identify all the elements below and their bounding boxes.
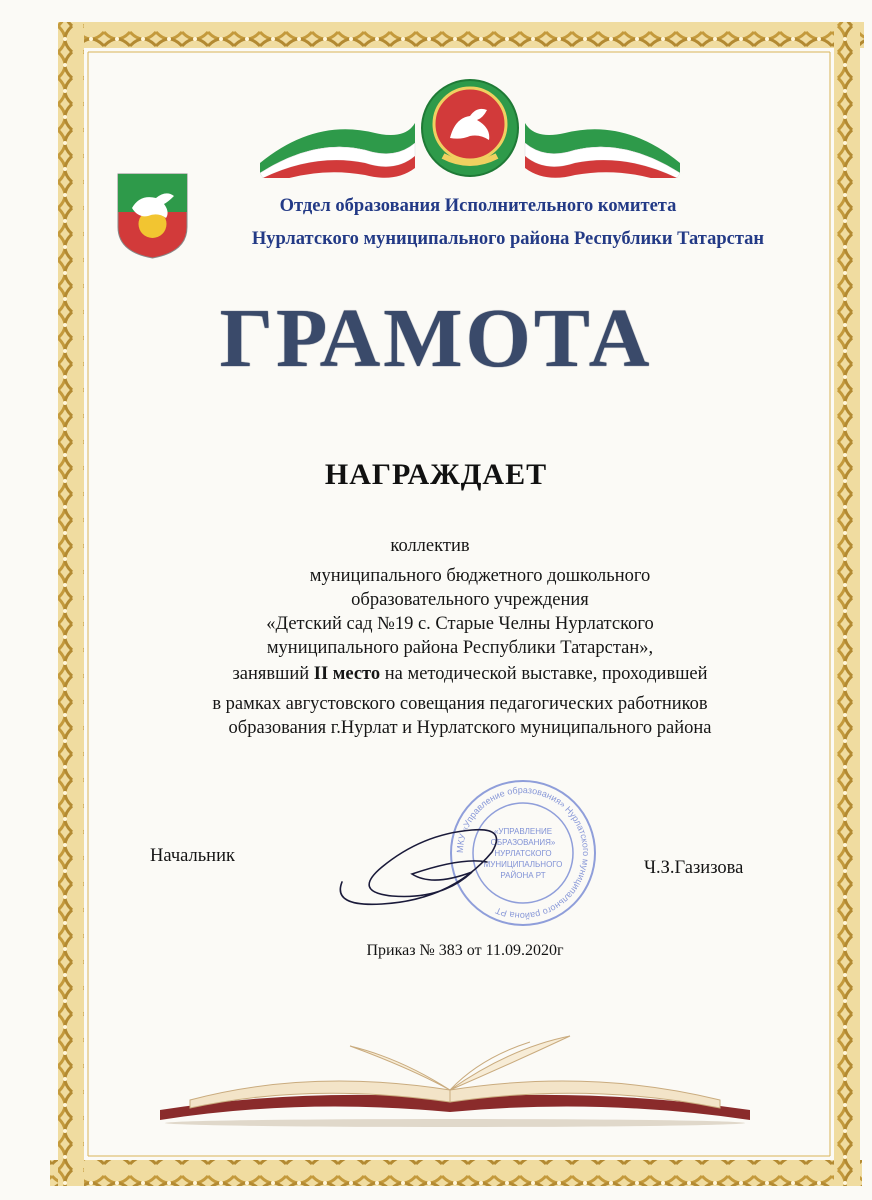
body-line-3: образовательного учреждения bbox=[351, 590, 589, 610]
body-line-6-pre: занявший bbox=[232, 664, 314, 684]
body-line-6-post: на методической выставке, проходившей bbox=[380, 664, 708, 684]
body-line-6 bbox=[150, 664, 790, 685]
open-book-icon bbox=[150, 1028, 760, 1128]
body-line-4: «Детский сад №19 с. Старые Челны Нурлатского bbox=[266, 614, 654, 634]
award-heading: НАГРАЖДАЕТ bbox=[324, 458, 548, 491]
organization-line-1: Отдел образования Исполнительного комитета bbox=[279, 196, 677, 216]
body-line-5: муниципального района Республики Татарстан», bbox=[266, 638, 654, 658]
place-awarded: II место bbox=[313, 664, 381, 684]
signatory-title: Начальник bbox=[150, 846, 235, 866]
body-line-1: коллектив bbox=[390, 536, 470, 556]
stamp-center-line-1: «УПРАВЛЕНИЕ bbox=[493, 827, 553, 836]
certificate-title: ГРАМОТА bbox=[219, 292, 653, 385]
stamp-center-line-2: ОБРАЗОВАНИЯ» bbox=[490, 838, 556, 847]
tatarstan-emblem-icon bbox=[255, 78, 685, 178]
body-line-7: в рамках августовского совещания педагогических работников bbox=[212, 694, 708, 714]
stamp-center-line-5: РАЙОНА РТ bbox=[500, 871, 546, 880]
stamp-ring-text: МКУ «Управление образования» Нурлатского муниципального района РТ bbox=[454, 784, 592, 922]
body-line-2: муниципального бюджетного дошкольного bbox=[309, 566, 651, 586]
body-line-8: образования г.Нурлат и Нурлатского муниципального района bbox=[228, 718, 712, 738]
stamp-center-line-3: НУРЛАТСКОГО bbox=[494, 849, 552, 858]
coat-of-arms-icon bbox=[116, 172, 189, 260]
signatory-name: Ч.З.Газизова bbox=[644, 858, 744, 878]
stamp-center-line-4: МУНИЦИПАЛЬНОГО bbox=[483, 860, 563, 869]
handwritten-signature bbox=[322, 812, 512, 912]
organization-line-2: Нурлатского муниципального района Республики Татарстан bbox=[251, 229, 765, 249]
order-reference: Приказ № 383 от 11.09.2020г bbox=[366, 942, 564, 959]
